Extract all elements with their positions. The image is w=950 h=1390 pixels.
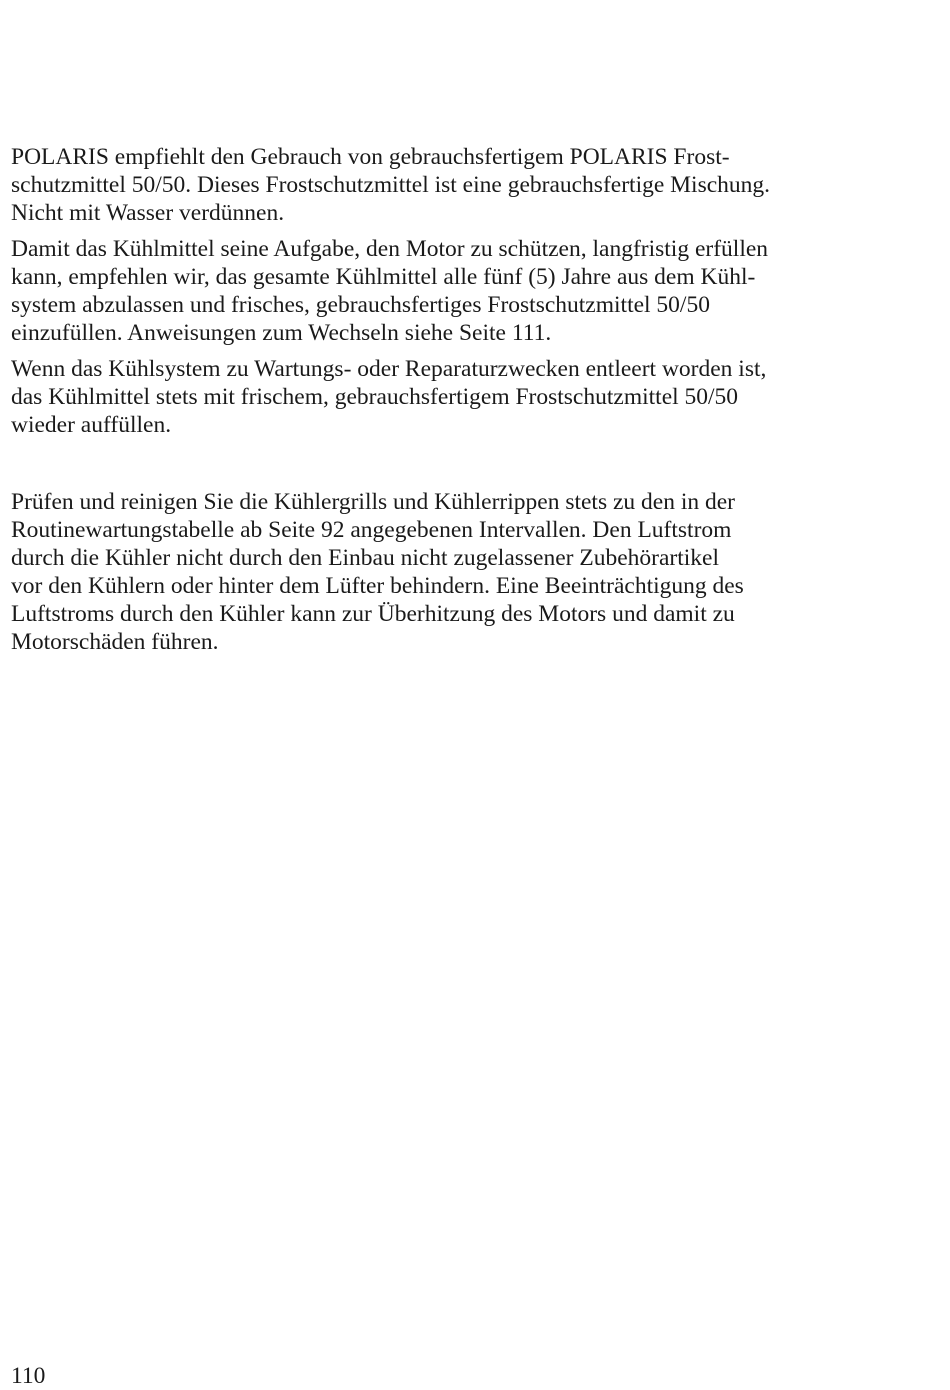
page-number: 110: [11, 1363, 46, 1389]
text-line: Nicht mit Wasser verdünnen.: [11, 200, 285, 226]
text-line: Motorschäden führen.: [11, 629, 219, 655]
page-body: [11, 143, 911, 656]
text-line: kann, empfehlen wir, das gesamte Kühlmittel alle fünf (5) Jahre aus dem Kühl-: [11, 264, 756, 290]
section-spacer: [11, 439, 911, 488]
text-line: Prüfen und reinigen Sie die Kühlergrills und Kühlerrippen stets zu den in der: [11, 489, 735, 515]
text-line: system abzulassen und frisches, gebrauchsfertiges Frostschutzmittel 50/50: [11, 292, 710, 318]
text-line: das Kühlmittel stets mit frischem, gebrauchsfertigem Frostschutzmittel 50/50: [11, 384, 739, 410]
text-line: durch die Kühler nicht durch den Einbau nicht zugelassener Zubehörartikel: [11, 545, 720, 571]
text-line: vor den Kühlern oder hinter dem Lüfter behindern. Eine Beeinträchtigung des: [11, 573, 744, 599]
text-line: Wenn das Kühlsystem zu Wartungs- oder Reparaturzwecken entleert worden ist,: [11, 356, 767, 382]
paragraph-coolant-replacement: [11, 235, 911, 347]
paragraph-antifreeze-recommendation: [11, 143, 911, 227]
text-line: schutzmittel 50/50. Dieses Frostschutzmittel ist eine gebrauchsfertige Mischung.: [11, 172, 771, 198]
text-line: POLARIS empfiehlt den Gebrauch von gebrauchsfertigem POLARIS Frost-: [11, 144, 730, 170]
paragraph-spacer: [11, 347, 911, 355]
paragraph-radiator-cleaning: [11, 488, 911, 656]
text-line: Damit das Kühlmittel seine Aufgabe, den Motor zu schützen, langfristig erfüllen: [11, 236, 769, 262]
text-line: wieder auffüllen.: [11, 412, 172, 438]
paragraph-refill-after-drain: [11, 355, 911, 439]
text-line: Luftstroms durch den Kühler kann zur Überhitzung des Motors und damit zu: [11, 601, 735, 627]
paragraph-spacer: [11, 227, 911, 235]
text-line: Routinewartungstabelle ab Seite 92 angegebenen Intervallen. Den Luftstrom: [11, 517, 732, 543]
text-line: einzufüllen. Anweisungen zum Wechseln siehe Seite 111.: [11, 320, 552, 346]
